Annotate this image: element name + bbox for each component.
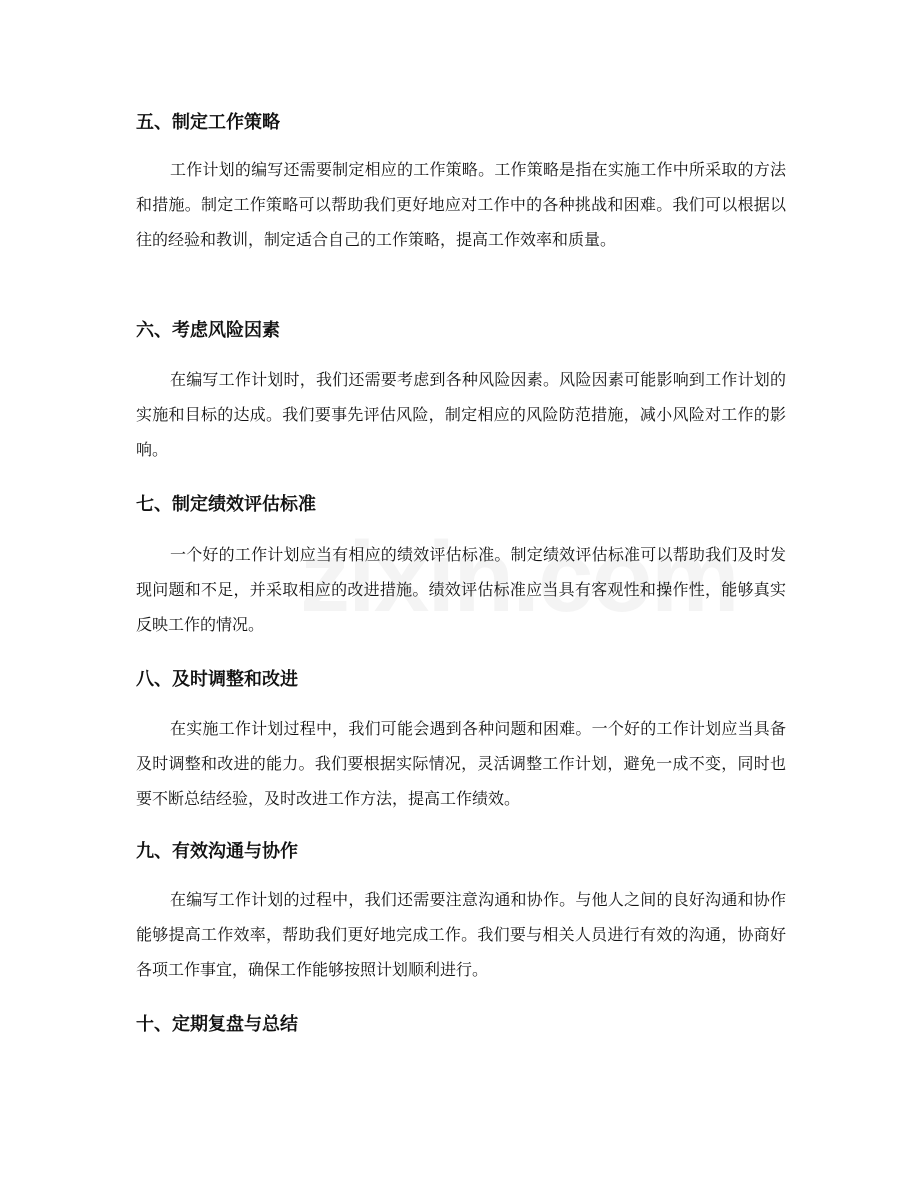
section-heading-7: 七、制定绩效评估标准 <box>136 494 316 515</box>
section-heading-5: 五、制定工作策略 <box>136 112 280 133</box>
section-paragraph-9: 在编写工作计划的过程中，我们还需要注意沟通和协作。与他人之间的良好沟通和协作能够提高工作效率，帮助我们更好地完成工作。我们要与相关人员进行有效的沟通，协商好各项工作事宜，确保工作能够按照计划顺利进行。 <box>136 890 786 979</box>
section-heading-9: 九、有效沟通与协作 <box>136 841 298 862</box>
section-paragraph-8: 在实施工作计划过程中，我们可能会遇到各种问题和困难。一个好的工作计划应当具备及时调整和改进的能力。我们要根据实际情况，灵活调整工作计划，避免一成不变，同时也要不断总结经验，及时改进工作方法，提高工作绩效。 <box>136 719 786 808</box>
section-paragraph-7: 一个好的工作计划应当有相应的绩效评估标准。制定绩效评估标准可以帮助我们及时发现问题和不足，并采取相应的改进措施。绩效评估标准应当具有客观性和操作性，能够真实反映工作的情况。 <box>136 545 786 634</box>
section-paragraph-5: 工作计划的编写还需要制定相应的工作策略。工作策略是指在实施工作中所采取的方法和措施。制定工作策略可以帮助我们更好地应对工作中的各种挑战和困难。我们可以根据以往的经验和教训，制定适合自己的工作策略，提高工作效率和质量。 <box>136 160 786 249</box>
section-paragraph-6: 在编写工作计划时，我们还需要考虑到各种风险因素。风险因素可能影响到工作计划的实施和目标的达成。我们要事先评估风险，制定相应的风险防范措施，减小风险对工作的影响。 <box>136 370 786 459</box>
section-heading-10: 十、定期复盘与总结 <box>136 1014 298 1035</box>
section-heading-6: 六、考虑风险因素 <box>136 320 280 341</box>
section-heading-8: 八、及时调整和改进 <box>136 669 298 690</box>
